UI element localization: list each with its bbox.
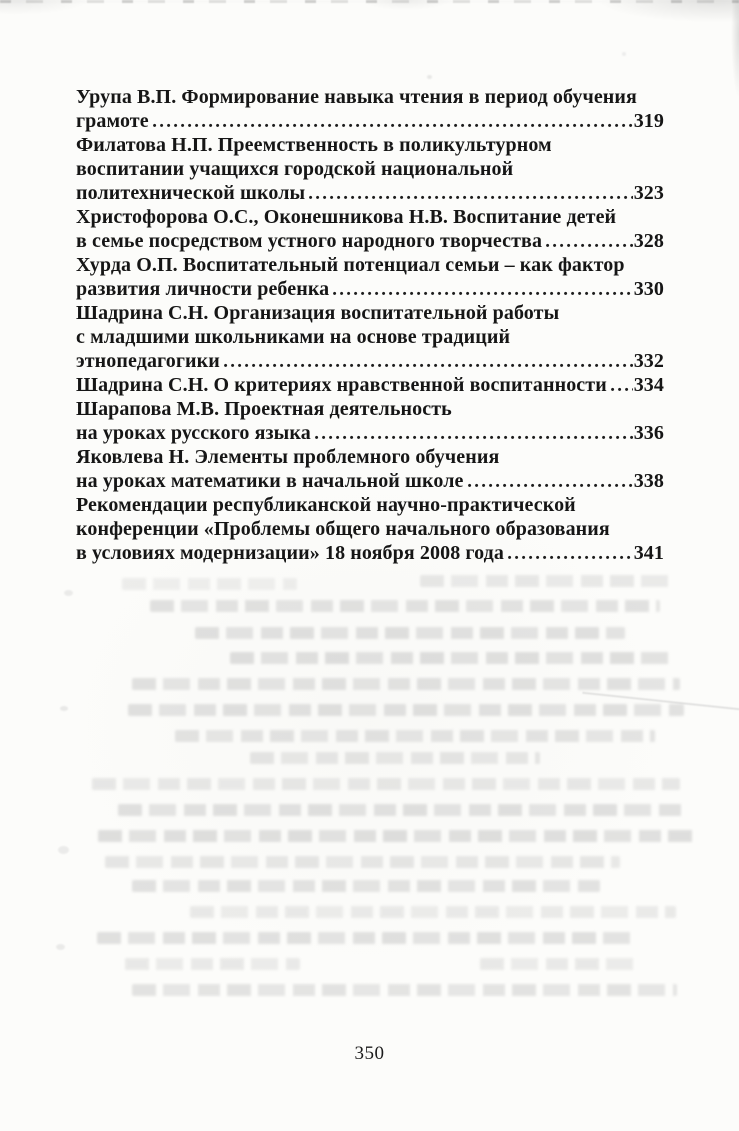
toc-entry-lastline: [76, 229, 664, 253]
toc-entry-lastline: [76, 421, 664, 445]
bleedthrough-artifact: [190, 906, 676, 918]
toc-page-number: 330: [633, 278, 664, 300]
bleedthrough-artifact: [132, 880, 600, 892]
scan-speck-artifact: [56, 944, 65, 950]
bleedthrough-artifact: [150, 600, 660, 612]
toc-entry: [76, 493, 664, 565]
toc-entry-text: с младшими школьниками на основе традиций: [76, 326, 511, 348]
toc-entry-text: Яковлева Н. Элементы проблемного обучения: [76, 446, 500, 468]
toc-page-number: 319: [633, 110, 664, 132]
bleedthrough-artifact: [92, 778, 680, 790]
toc-entry-text: развития личности ребенка: [76, 278, 330, 300]
table-of-contents: [76, 85, 664, 565]
bleedthrough-artifact: [195, 627, 625, 639]
toc-entry-text: Хурда О.П. Воспитательный потенциал семьи – как фактор: [76, 254, 625, 276]
toc-entry: [76, 205, 664, 253]
toc-entry-text: грамоте: [76, 110, 149, 132]
toc-entry-text: на уроках математики в начальной школе: [76, 470, 464, 492]
dot-leader: [467, 483, 633, 487]
toc-entry-text: политехнической школы: [76, 182, 306, 204]
toc-page-number: 336: [633, 422, 664, 444]
bleedthrough-artifact: [480, 958, 640, 970]
toc-entry-text: Шарапова М.В. Проектная деятельность: [76, 398, 452, 420]
bleedthrough-artifact: [132, 984, 677, 996]
scan-speck-artifact: [58, 846, 69, 854]
dot-leader: [223, 363, 633, 367]
scan-speck-artifact: [64, 590, 73, 596]
toc-entry-text: воспитании учащихся городской национальной: [76, 158, 514, 180]
toc-page-number: 341: [633, 542, 664, 564]
toc-entry-text: Христофорова О.С., Оконешникова Н.В. Воспитание детей: [76, 206, 617, 228]
toc-entry-lastline: [76, 181, 664, 205]
toc-entry-lastline: [76, 277, 664, 301]
toc-entry-text: Урупа В.П. Формирование навыка чтения в период обучения: [76, 86, 637, 108]
toc-entry: [76, 301, 664, 373]
toc-entry-text: этнопедагогики: [76, 350, 220, 372]
scan-edge-artifact: [0, 0, 739, 3]
toc-entry-text: Рекомендации республиканской научно-практической: [76, 494, 576, 516]
dot-leader: [545, 243, 633, 247]
toc-entry: [76, 133, 664, 205]
bleedthrough-artifact: [420, 575, 670, 587]
bleedthrough-artifact: [132, 678, 680, 690]
toc-entry: [76, 253, 664, 301]
toc-page-number: 328: [633, 230, 664, 252]
dot-leader: [314, 435, 633, 439]
scan-speck-artifact: [60, 706, 68, 711]
folio-page-number: 350: [354, 1043, 385, 1064]
dot-leader: [507, 555, 633, 559]
toc-entry-text: Шадрина С.Н. О критериях нравственной воспитанности: [76, 374, 607, 396]
bleedthrough-artifact: [105, 856, 620, 868]
scan-speck-artifact: [622, 52, 626, 56]
toc-entry-text: в семье посредством устного народного творчества: [76, 230, 543, 252]
dot-leader: [610, 387, 633, 391]
toc-entry-lastline: [76, 349, 664, 373]
toc-entry: [76, 445, 664, 493]
dot-leader: [332, 291, 632, 295]
toc-entry-text: конференции «Проблемы общего начального образования: [76, 518, 610, 540]
bleedthrough-artifact: [125, 958, 300, 970]
dot-leader: [308, 195, 632, 199]
bleedthrough-artifact: [97, 932, 637, 944]
toc-page-number: 323: [633, 182, 664, 204]
toc-entry-text: на уроках русского языка: [76, 422, 311, 444]
toc-entry-text: Филатова Н.П. Преемственность в поликультурном: [76, 134, 552, 156]
toc-entry: [76, 397, 664, 445]
bleedthrough-artifact: [118, 804, 688, 816]
toc-entry-text: в условиях модернизации» 18 ноября 2008 года: [76, 542, 504, 564]
toc-entry: [76, 85, 664, 133]
toc-entry-lastline: [76, 469, 664, 493]
toc-entry-lastline: [76, 373, 664, 397]
toc-entry: [76, 373, 664, 397]
bleedthrough-artifact: [230, 652, 675, 664]
bleedthrough-artifact: [175, 730, 655, 742]
dot-leader: [152, 123, 633, 127]
bleedthrough-artifact: [122, 578, 297, 590]
bleedthrough-artifact: [128, 704, 684, 716]
toc-entry-text: Шадрина С.Н. Организация воспитательной работы: [76, 302, 560, 324]
scan-speck-artifact: [427, 75, 432, 79]
toc-entry-lastline: [76, 109, 664, 133]
toc-page-number: 338: [633, 470, 664, 492]
bleedthrough-artifact: [250, 752, 540, 764]
toc-page-number: 334: [633, 374, 664, 396]
toc-entry-lastline: [76, 541, 664, 565]
bleedthrough-artifact: [98, 830, 694, 842]
toc-page-number: 332: [633, 350, 664, 372]
